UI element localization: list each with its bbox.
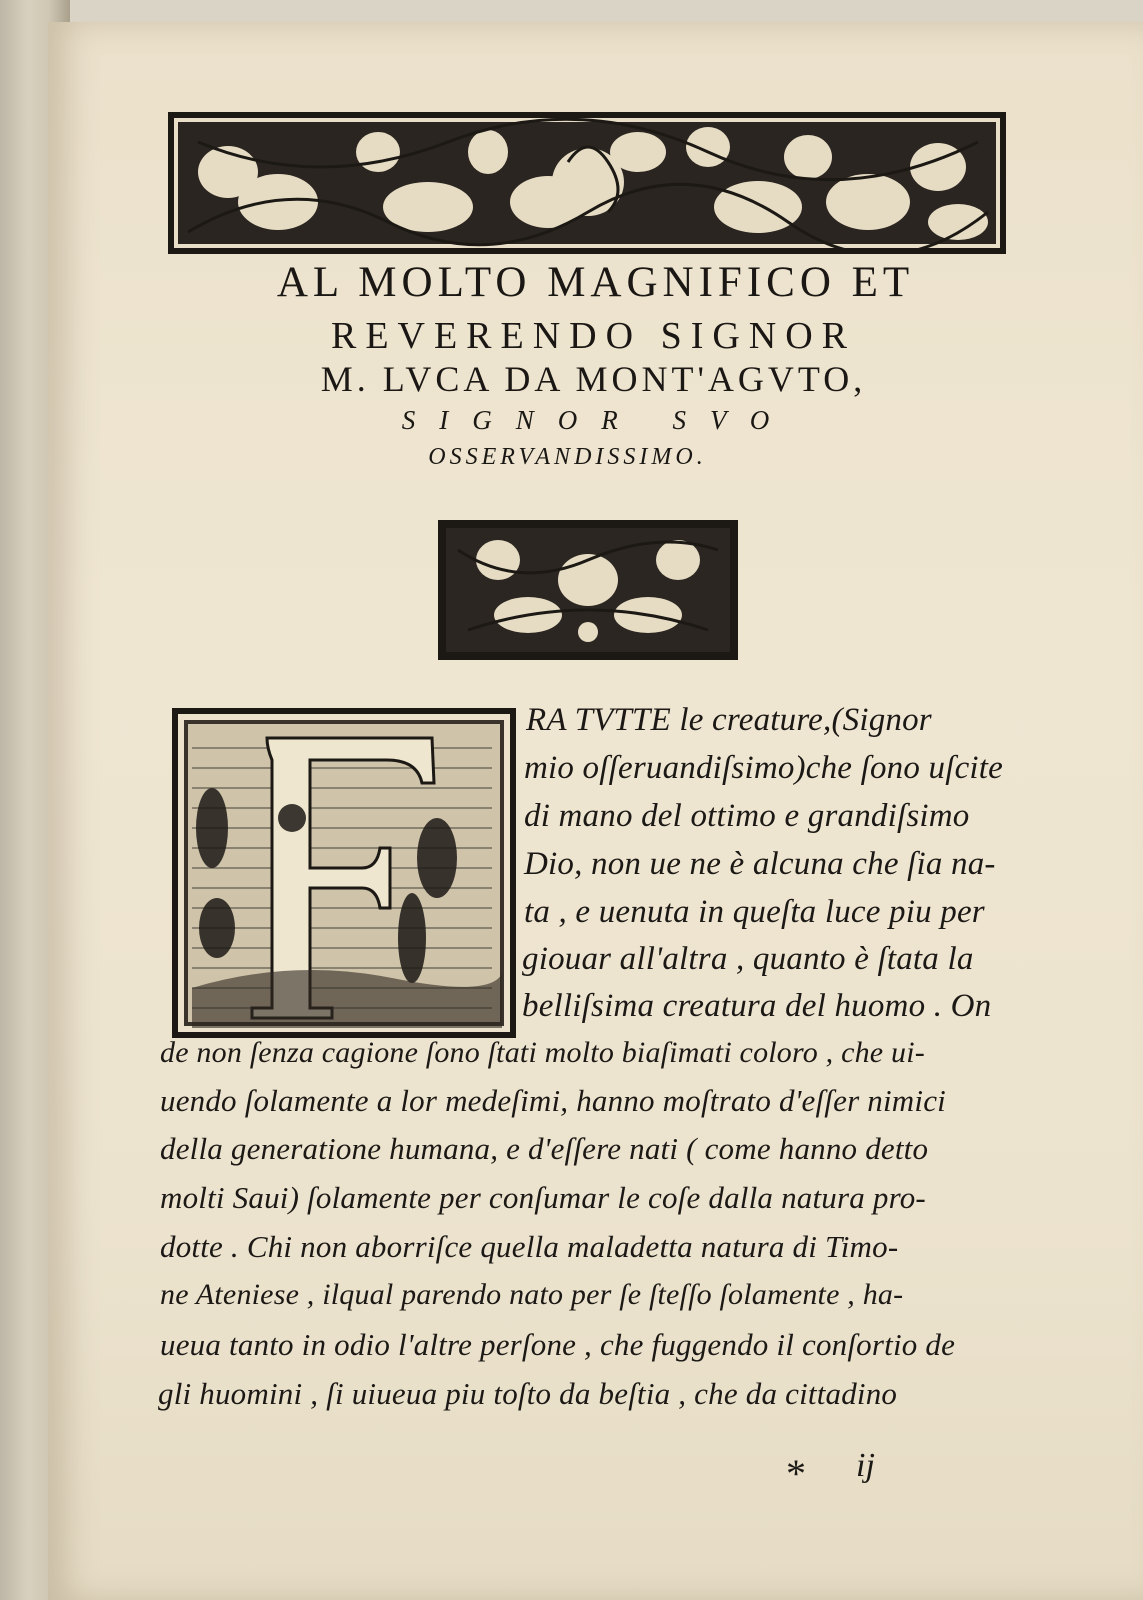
- text-line: ta , e uenuta in queſta luce piu per: [524, 894, 985, 930]
- dedication-title-line-5: OSSERVANDISSIMO.: [428, 444, 707, 470]
- text-line: molti Saui) ſolamente per conſumar le coſe dalla natura pro-: [160, 1180, 926, 1215]
- text-line: mio oſſeruandiſsimo)che ſono uſcite: [524, 750, 1004, 786]
- text-line: ne Ateniese , ilqual parendo nato per ſe ſteſſo ſolamente , ha-: [160, 1278, 904, 1311]
- text-line: gli huomini , ſi uiueua piu toſto da beſtia , che da cittadino: [158, 1376, 898, 1411]
- historiated-initial-f: [172, 708, 516, 1038]
- dedication-title-line-2: REVERENDO SIGNOR: [330, 315, 857, 357]
- text-line: Dio, non ue ne è alcuna che ſia na-: [524, 846, 996, 882]
- woodcut-headpiece: [168, 112, 1006, 254]
- dedication-title-line-4: SIGNOR SVO: [401, 405, 794, 435]
- text-line: di mano del ottimo e grandiſsimo: [524, 798, 970, 834]
- text-line: giouar all'altra , quanto è ſtata la: [522, 941, 974, 977]
- text-line: uendo ſolamente a lor medeſimi, hanno moſtrato d'eſſer nimici: [160, 1083, 946, 1118]
- text-line: belliſsima creatura del huomo . On: [522, 988, 992, 1024]
- signature-star: *: [786, 1451, 806, 1496]
- text-line: de non ſenza cagione ſono ſtati molto biaſimati coloro , che ui-: [160, 1036, 925, 1069]
- woodcut-ornament: [438, 520, 738, 660]
- text-line: ueua tanto in odio l'altre perſone , che fuggendo il conſortio de: [160, 1327, 956, 1362]
- text-line: RA TVTTE le creature,(Signor: [526, 702, 932, 738]
- dedication-title-line-1: AL MOLTO MAGNIFICO ET: [276, 259, 915, 306]
- text-line: dotte . Chi non aborriſce quella maladetta natura di Timo-: [160, 1229, 899, 1264]
- signature-mark: ij: [856, 1447, 875, 1484]
- dedication-title-line-3: M. LVCA DA MONT'AGVTO,: [320, 359, 867, 399]
- text-line: della generatione humana, e d'eſſere nati ( come hanno detto: [160, 1131, 929, 1166]
